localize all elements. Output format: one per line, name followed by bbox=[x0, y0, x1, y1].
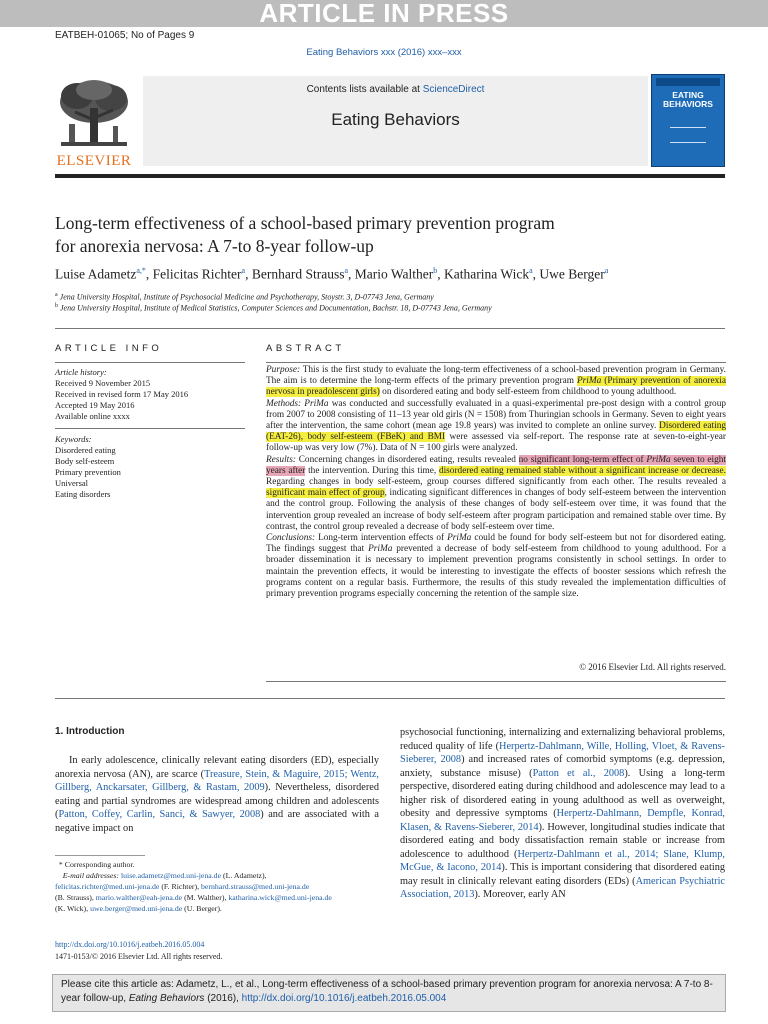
keywords bbox=[55, 434, 245, 500]
abstract-heading: ABSTRACT bbox=[266, 343, 345, 354]
keyword-item: Primary prevention bbox=[55, 467, 121, 477]
email-link[interactable]: uwe.berger@med.uni-jena.de bbox=[90, 904, 183, 913]
copyright-notice: © 2016 Elsevier Ltd. All rights reserved. bbox=[579, 662, 726, 672]
cover-top-bar bbox=[656, 78, 720, 86]
front-matter-rule bbox=[55, 698, 725, 699]
doi-link[interactable]: http://dx.doi.org/10.1016/j.eatbeh.2016.05.004 bbox=[55, 940, 205, 949]
history-label: Article history: bbox=[55, 367, 107, 377]
history-accepted: Accepted 19 May 2016 bbox=[55, 400, 135, 410]
keyword-item: Eating disorders bbox=[55, 489, 111, 499]
history-revised: Received in revised form 17 May 2016 bbox=[55, 389, 189, 399]
author-3-affil[interactable]: a bbox=[344, 266, 349, 275]
citation-link[interactable]: Patton et al., 2008 bbox=[532, 767, 625, 779]
citation-box: Please cite this article as: Adametz, L., et al., Long-term effectiveness of a school-based primary prevention program for anorexia nervosa: A 7-to 8-year follow-up, Eating Behaviors (2016), http://dx.doi.org/10.1016/j.eatbeh.2016.05.004 bbox=[52, 974, 726, 1012]
elsevier-tree-logo bbox=[55, 78, 133, 170]
introduction-heading: 1. Introduction bbox=[55, 726, 125, 737]
cover-title: EATING BEHAVIORS bbox=[663, 90, 713, 109]
author-list: Luise Adametz$^{a,*}$, Felicitas Richter$^a$, Bernhard Strauss$^a$, Mario Walther$^b$, Katharina Wick$^a$, Uwe Berger$^a$ bbox=[55, 266, 609, 282]
contents-line bbox=[143, 84, 648, 95]
author-2-affil[interactable]: a bbox=[241, 266, 246, 275]
abstract-conclusions: Conclusions: Long-term intervention effects of PriMa could be found for body self-esteem but not for disordered eating. The findings suggest that PriMa prevented a decrease of body self-esteem from childhood to young adulthood. For a broader dissemination it is necessary to implement prevention programs consistently in school settings. In order to maintain the prevention effects, it would be interesting to investigate the effects of booster sessions which refresh the programs content on a regular basis. Furthermore, the results of this study revealed the implementation difficulties of primary prevention programs especially concerning the retention of the sample size. bbox=[266, 533, 726, 600]
author-5: Katharina Wick bbox=[444, 266, 530, 282]
citation-link[interactable]: Treasure, Stein, & Maguire, 2015; Wentz, Gillberg, Anckarsater, Gillberg, & Rastam, 2009 bbox=[55, 768, 379, 793]
intro-left-column: In early adolescence, clinically relevant eating disorders (ED), especially anorexia nervosa (AN), are scarce (Treasure, Stein, & Maguire, 2015; Wentz, Gillberg, Anckarsater, Gillberg, & Rastam, 2009). Nevertheless, disordered eating and partial syndromes are widespread among children and adolescents (Patton, Coffey, Carlin, Sanci, & Sawyer, 2008) and are associated with a negative impact on bbox=[55, 755, 379, 834]
email-link[interactable]: katharina.wick@med.uni-jena.de bbox=[228, 893, 332, 902]
abstract-rule-bottom bbox=[266, 681, 726, 682]
abstract-purpose: Purpose: This is the first study to evaluate the long-term effectiveness of a school-based prevention program in Germany. The aim is to determine the long-term effects of the primary prevention program PriMa (Primary prevention of anorexia nervosa in preadolescent girls) on disordered eating and body self-esteem from childhood to young adulthood. bbox=[266, 365, 726, 398]
abstract-results: Results: Concerning changes in disordered eating, results revealed no significant long-term effect of PriMa seven to eight years after the intervention. During this time, disordered eating remained stable without a significant increase or decrease. Regarding changes in body self-esteem, group courses differed significantly from each other. The results revealed a significant main effect of group, indicating significant differences in changes of body self-esteem between the intervention and the control group. Following the analysis of these changes of body self-esteem over time, it was found that the intervention group revealed an increase of body self-esteem after program participation and remained stable over time. By contrast, the control group revealed a decrease of body self-esteem over time. bbox=[266, 454, 727, 532]
citation-link[interactable]: Herpertz-Dahlmann et al., 2014; Slane, Klump, McGue, & Iacono, 2014 bbox=[400, 848, 725, 873]
author-2: Felicitas Richter bbox=[152, 266, 242, 282]
contents-prefix: Contents lists available at bbox=[306, 84, 423, 95]
email-link[interactable]: bernhard.strauss@med.uni-jena.de bbox=[201, 882, 310, 891]
intro-right-column: psychosocial functioning, internalizing and externalizing behavioral problems, reduced quality of life (Herpertz-Dahlmann, Wille, Holling, Vloet, & Ravens-Sieberer, 2008) and increased rates of comorbid symptoms (e.g. depression, anxiety, substance misuse) (Patton et al., 2008). Using a long-term perspective, disordered eating during childhood and adolescence may lead to a higher risk of disordered eating in young adulthood as well as overweight, obesity and depressive symptoms (Herpertz-Dahlmann, Dempfle, Konrad, Klasen, & Ravens-Sieberer, 2014). However, longitudinal studies indicate that disordered eating and body dissatisfaction remain stable or increase from adolescence to adulthood (Herpertz-Dahlmann et al., 2014; Slane, Klump, McGue, & Iacono, 2014). This is important considering that disordered eating may result in clinically relevant eating disorders (EDs) (American Psychiatric Association, 2013). Moreover, early AN bbox=[400, 727, 725, 900]
info-rule-1 bbox=[55, 362, 245, 363]
corresponding-author-note: * Corresponding author. bbox=[55, 860, 135, 869]
history-online: Available online xxxx bbox=[55, 411, 130, 421]
email-line-1: E-mail addresses: luise.adametz@med.uni-jena.de (L. Adametz), bbox=[62, 871, 267, 880]
author-1: Luise Adametz bbox=[55, 266, 137, 282]
journal-name: Eating Behaviors bbox=[331, 110, 460, 129]
citation-link[interactable]: American Psychiatric Association, 2013 bbox=[400, 875, 725, 900]
masthead-rule bbox=[55, 174, 725, 178]
email-link[interactable]: felicitas.richter@med.uni-jena.de bbox=[55, 882, 160, 891]
email-line-3: (B. Strauss), mario.walther@eah-jena.de (M. Walther), katharina.wick@med.uni-jena.de bbox=[55, 893, 332, 902]
issn-line: 1471-0153/© 2016 Elsevier Ltd. All rights reserved. bbox=[55, 952, 223, 961]
affiliation-rule bbox=[55, 328, 725, 329]
tree-icon bbox=[55, 78, 133, 152]
email-link[interactable]: luise.adametz@med.uni-jena.de bbox=[120, 871, 222, 880]
citation-link[interactable]: Herpertz-Dahlmann, Dempfle, Konrad, Klasen, & Ravens-Sieberer, 2014 bbox=[400, 808, 725, 833]
article-history bbox=[55, 367, 245, 422]
journal-reference-link[interactable]: Eating Behaviors xxx (2016) xxx–xxx bbox=[306, 47, 462, 58]
affiliation-b: $^b$ Jena University Hospital, Institute of Medical Statistics, Computer Sciences and Documentation, Bachstr. 18, D-07743 Jena, Germany bbox=[55, 303, 492, 313]
footnotes bbox=[55, 859, 385, 914]
author-6-affil[interactable]: a bbox=[604, 266, 609, 275]
abstract-rule-top bbox=[266, 362, 726, 363]
email-line-4: (K. Wick), uwe.berger@med.uni-jena.de (U. Berger). bbox=[55, 904, 222, 913]
citation-link[interactable]: Patton, Coffey, Carlin, Sanci, & Sawyer, 2008 bbox=[58, 809, 261, 820]
email-link[interactable]: mario.walther@eah-jena.de bbox=[95, 893, 183, 902]
keyword-item: Body self-esteem bbox=[55, 456, 115, 466]
author-5-affil[interactable]: a bbox=[529, 266, 533, 275]
document-id: EATBEH-01065; No of Pages 9 bbox=[55, 30, 195, 41]
author-6: Uwe Berger bbox=[539, 266, 605, 282]
author-1-affil[interactable]: a,* bbox=[136, 266, 146, 275]
keyword-item: Universal bbox=[55, 478, 89, 488]
affiliation-a: $^a$ Jena University Hospital, Institute of Psychosocial Medicine and Psychotherapy, Stoystr. 3, D-07743 Jena, Germany bbox=[55, 292, 434, 302]
citation-doi-link[interactable]: http://dx.doi.org/10.1016/j.eatbeh.2016.05.004 bbox=[241, 993, 447, 1004]
article-info-heading: ARTICLE INFO bbox=[55, 343, 163, 354]
abstract-methods: Methods: PriMa was conducted and successfully evaluated in a quasi-experimental pre-post design with a control group from 2007 to 2008 consisting of 11–13 year old girls (N = 1508) from Thuringian schools in Germany. Seven to eight years after the intervention, the same cohort (mean age 19.8 years) was invited to complete an online survey. Disordered eating (EAT-26), body self-esteem (FBeK) and BMI were assessed via self-report. The response rate at seven-to-eight-year follow-up was very low (7%). Data of N = 100 girls were analyzed. bbox=[266, 398, 726, 454]
sciencedirect-link[interactable]: ScienceDirect bbox=[422, 84, 485, 95]
journal-header-box bbox=[143, 76, 648, 166]
info-rule-2 bbox=[55, 428, 245, 429]
abstract-body bbox=[266, 365, 726, 600]
cover-decoration bbox=[670, 127, 706, 143]
journal-cover-thumbnail[interactable] bbox=[651, 74, 725, 167]
footnote-rule bbox=[55, 855, 145, 856]
citation-link[interactable]: Herpertz-Dahlmann, Wille, Holling, Vloet, & Ravens-Sieberer, 2008 bbox=[400, 740, 725, 765]
history-received: Received 9 November 2015 bbox=[55, 378, 151, 388]
keywords-label: Keywords: bbox=[55, 434, 92, 444]
email-line-2: felicitas.richter@med.uni-jena.de (F. Richter), bernhard.strauss@med.uni-jena.de bbox=[55, 882, 310, 891]
elsevier-wordmark: ELSEVIER bbox=[56, 153, 132, 169]
citation-journal: Eating Behaviors bbox=[128, 993, 205, 1004]
keyword-item: Disordered eating bbox=[55, 445, 116, 455]
author-4-affil[interactable]: b bbox=[433, 266, 438, 275]
journal-masthead bbox=[55, 72, 725, 172]
article-in-press-banner: ARTICLE IN PRESS bbox=[0, 0, 768, 27]
article-title: Long-term effectiveness of a school-based primary prevention program for anorexia nervosa: A 7-to 8-year follow-up bbox=[55, 213, 555, 256]
author-3: Bernhard Strauss bbox=[251, 266, 345, 282]
author-4: Mario Walther bbox=[354, 266, 434, 282]
